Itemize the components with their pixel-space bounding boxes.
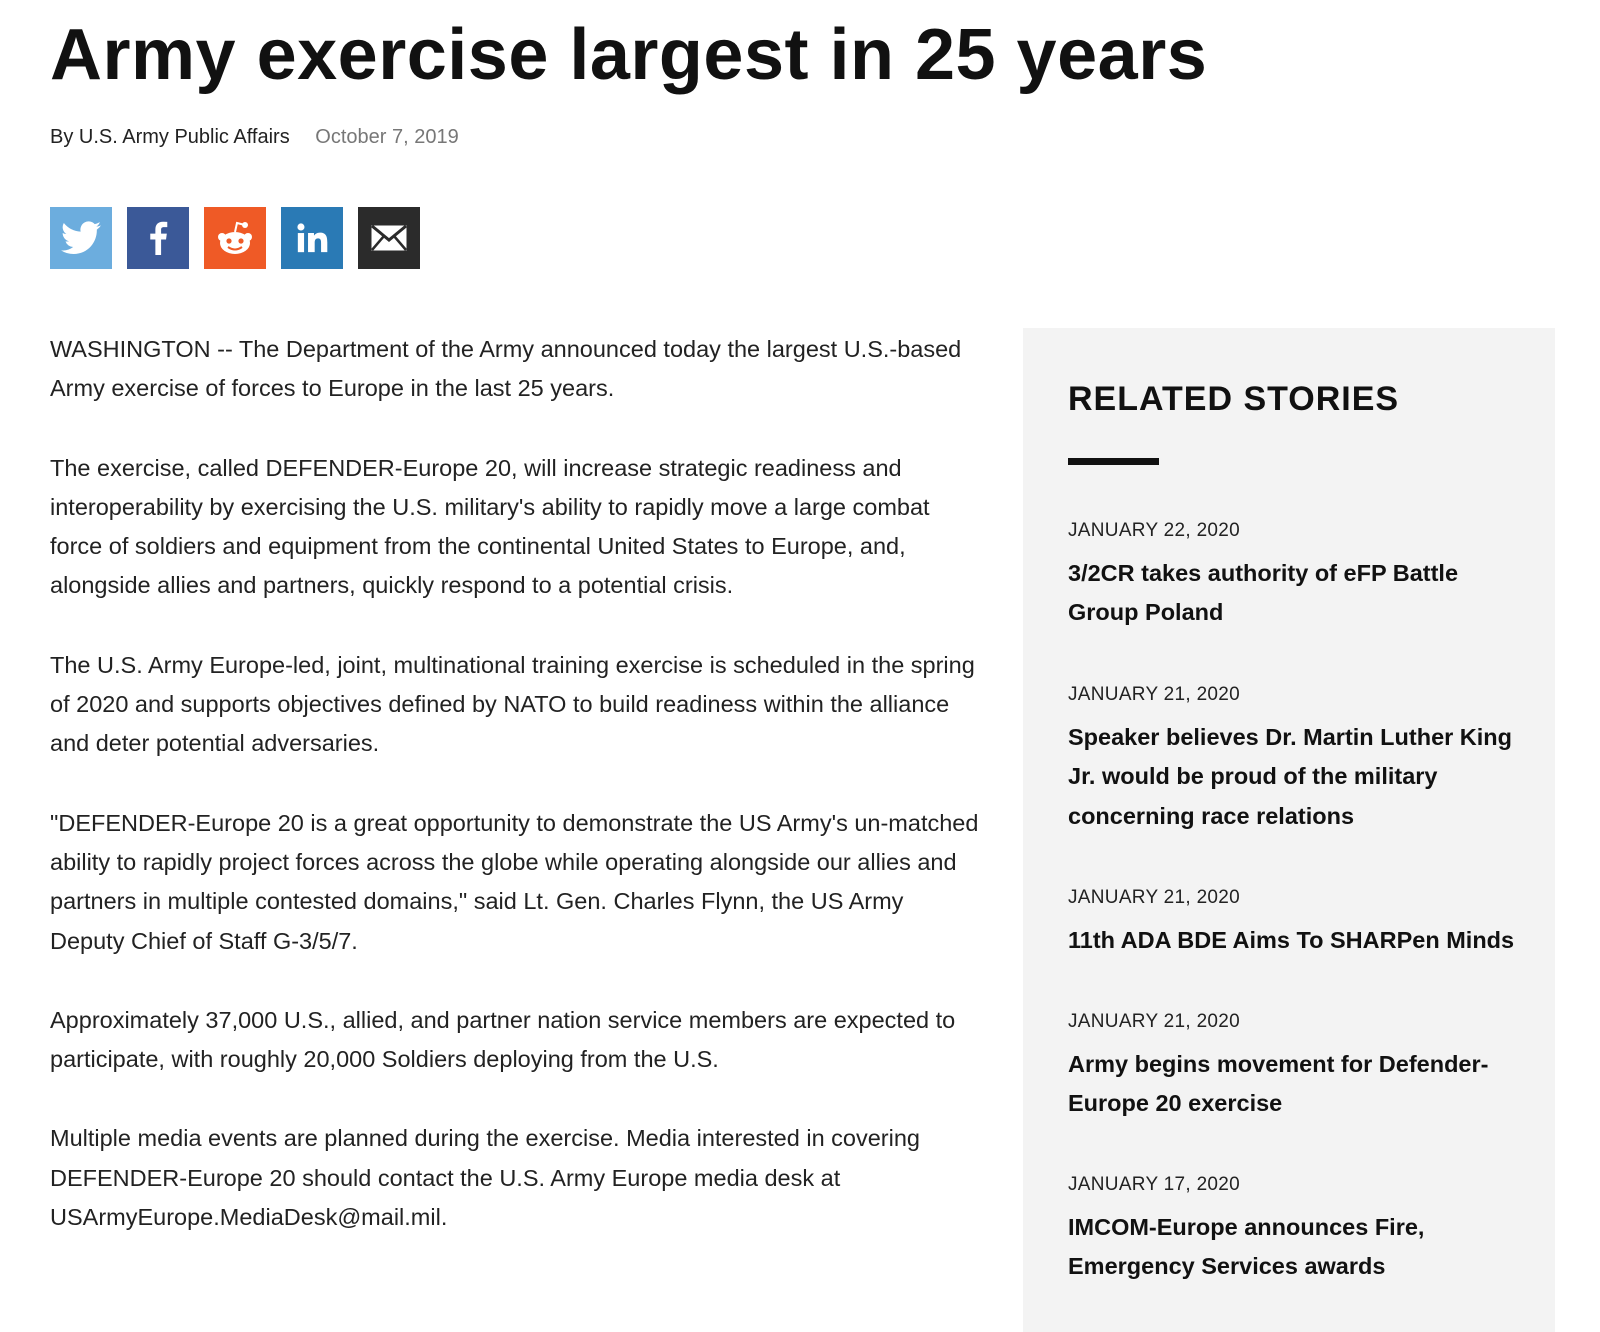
share-linkedin-button[interactable] (281, 207, 343, 269)
related-stories-title: RELATED STORIES (1068, 380, 1400, 418)
share-facebook-button[interactable] (127, 207, 189, 269)
author: By U.S. Army Public Affairs (50, 126, 290, 148)
related-story[interactable] (1068, 1009, 1518, 1124)
story-title-link[interactable]: Army begins movement for Defender-Europe 20 exercise (1068, 1051, 1489, 1117)
related-story[interactable] (1068, 682, 1518, 836)
article-headline: Army exercise largest in 25 years (50, 15, 1208, 95)
linkedin-icon (295, 221, 329, 255)
share-reddit-button[interactable] (204, 207, 266, 269)
related-stories-sidebar (1023, 328, 1555, 1332)
story-title-link[interactable]: Speaker believes Dr. Martin Luther King Jr. would be proud of the military concerning race relations (1068, 724, 1513, 829)
story-date: JANUARY 21, 2020 (1068, 684, 1241, 705)
share-bar (50, 207, 420, 269)
story-date: JANUARY 17, 2020 (1068, 1174, 1241, 1195)
facebook-icon (146, 221, 170, 255)
reddit-icon (215, 220, 255, 256)
story-title-link[interactable]: 3/2CR takes authority of eFP Battle Group Poland (1068, 560, 1459, 626)
story-date: JANUARY 21, 2020 (1068, 887, 1241, 908)
article-paragraph: WASHINGTON -- The Department of the Army announced today the largest U.S.-based Army exercise of forces to Europe in the last 25 years. (50, 336, 962, 402)
article-paragraph: Multiple media events are planned during the exercise. Media interested in covering DEFENDER-Europe 20 should contact the U.S. Army Europe media desk at USArmyEurope.MediaDesk@mail.mil. (50, 1125, 920, 1231)
title-divider (1068, 458, 1159, 465)
story-title-link[interactable]: 11th ADA BDE Aims To SHARPen Minds (1068, 927, 1515, 953)
article-paragraph: The exercise, called DEFENDER-Europe 20, will increase strategic readiness and interoperability by exercising the U.S. military's ability to rapidly move a large combat force of soldiers and equipment from the continental United States to Europe, and, alongside allies and partners, quickly respond to a potential crisis. (50, 454, 930, 599)
share-twitter-button[interactable] (50, 207, 112, 269)
publish-date: October 7, 2019 (315, 126, 459, 148)
related-story[interactable] (1068, 885, 1518, 960)
article-paragraph: Approximately 37,000 U.S., allied, and partner nation service members are expected to participate, with roughly 20,000 Soldiers deploying from the U.S. (50, 1006, 956, 1073)
share-email-button[interactable] (358, 207, 420, 269)
story-date: JANUARY 22, 2020 (1068, 520, 1241, 541)
article-paragraph: The U.S. Army Europe-led, joint, multinational training exercise is scheduled in the spring of 2020 and supports objectives defined by NATO to build readiness within the alliance and deter potential adversaries. (50, 651, 975, 757)
story-date: JANUARY 21, 2020 (1068, 1011, 1241, 1032)
related-story[interactable] (1068, 518, 1518, 633)
story-title-link[interactable]: IMCOM-Europe announces Fire, Emergency Services awards (1068, 1214, 1425, 1280)
twitter-icon (61, 221, 101, 255)
article-body (50, 330, 980, 1277)
article-paragraph: "DEFENDER-Europe 20 is a great opportunity to demonstrate the US Army's un-matched ability to rapidly project forces across the globe while operating alongside our allies and partners in multiple contested domains," said Lt. Gen. Charles Flynn, the US Army Deputy Chief of Staff G-3/5/7. (50, 809, 979, 954)
related-story[interactable] (1068, 1172, 1518, 1287)
email-icon (370, 224, 408, 252)
byline (50, 124, 459, 150)
